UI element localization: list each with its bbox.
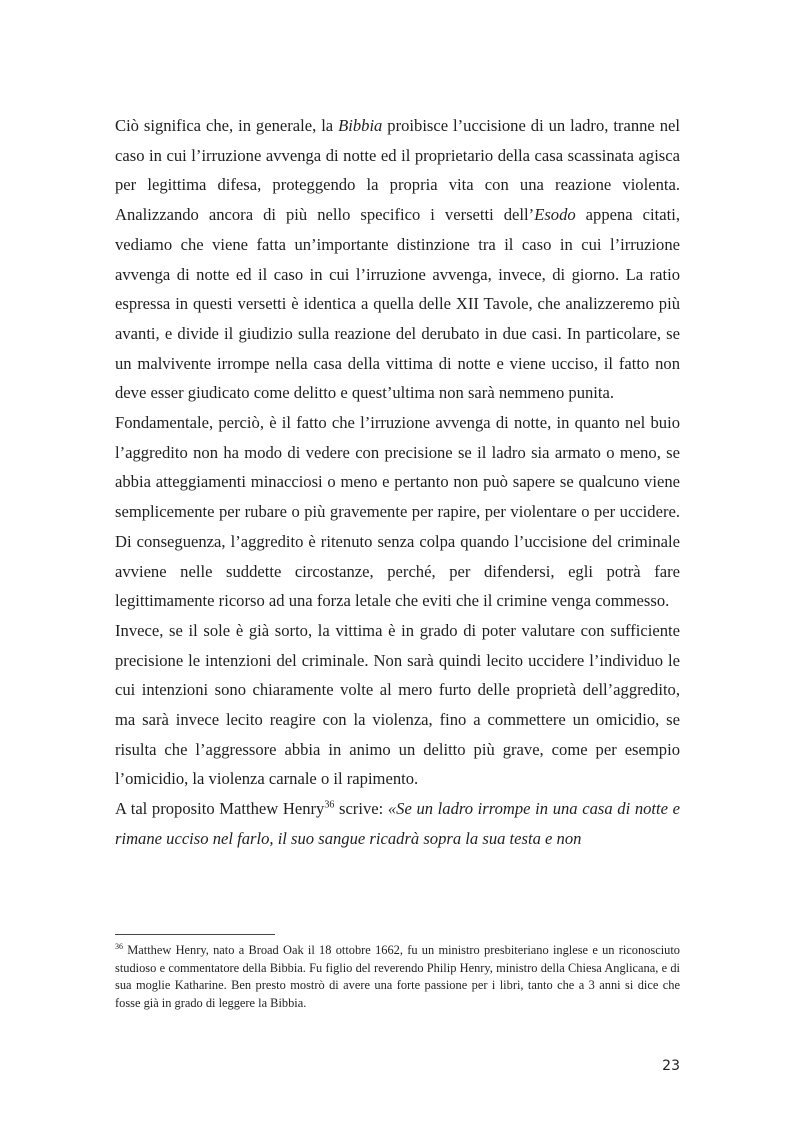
paragraph-1-text-b: proibisce l’uccisione di un ladro, tranne nel caso in cui l’irruzione avvenga di notte ed il proprietario della casa scassinata agisca per legittima difesa, proteggendo la propria vita con una reazione violenta. Analizzando ancora di più nello specifico i versetti dell’	[115, 116, 680, 225]
paragraph-1-text-a: Ciò significa che, in generale, la	[115, 116, 339, 135]
footnote	[115, 942, 680, 1012]
footnote-separator	[115, 934, 275, 935]
paragraph-4	[115, 794, 680, 853]
italic-bibbia: Bibbia	[338, 116, 383, 135]
page-number: 23	[662, 1058, 680, 1074]
footnote-reference: 36	[324, 799, 335, 811]
italic-esodo: Esodo	[534, 205, 576, 225]
footnote-text: Matthew Henry, nato a Broad Oak il 18 ottobre 1662, fu un ministro presbiteriano inglese e un riconosciuto studioso e commentatore della Bibbia. Fu figlio del reverendo Philip Henry, ministro della Chiesa Anglicana, e di sua moglie Katharine. Ben presto mostrò di avere una forte passione per i libri, tanto che a 3 anni si dice che fosse già in grado di leggere la Bibbia.	[115, 943, 680, 1010]
footnote-number: 36	[115, 941, 123, 951]
paragraph-1	[115, 111, 680, 408]
paragraph-4-text-b: scrive:	[334, 799, 388, 819]
paragraph-3: Invece, se il sole è già sorto, la vittima è in grado di poter valutare con sufficiente precisione le intenzioni del criminale. Non sarà quindi lecito uccidere l’individuo le cui intenzioni sono chiaramente volte al mero furto delle proprietà dell’aggredito, ma sarà invece lecito reagire con la violenza, fino a commettere un omicidio, se risulta che l’aggressore abbia in animo un delitto più grave, come per esempio l’omicidio, la violenza carnale o il rapimento.	[115, 620, 680, 789]
paragraph-4-text-a: A tal proposito Matthew Henry	[115, 799, 325, 819]
italic-quote: «Se un ladro irrompe in una casa di notte e rimane ucciso nel farlo, il suo sangue ricadrà sopra la sua testa e non	[115, 799, 681, 848]
paragraph-1-text-c: appena citati, vediamo che viene fatta un’importante distinzione tra il caso in cui l’irruzione avvenga di notte ed il caso in cui l’irruzione avvenga, invece, di giorno. La ratio espressa in questi versetti è identica a quella delle XII Tavole, che analizzeremo più avanti, e divide il giudizio sulla reazione del derubato in due casi. In particolare, se un malvivente irrompe nella casa della vittima di notte e viene ucciso, il fatto non deve esser giudicato come delitto e quest’ultima non sarà nemmeno punita.	[115, 205, 680, 403]
body-text	[115, 111, 680, 854]
paragraph-2: Fondamentale, perciò, è il fatto che l’irruzione avvenga di notte, in quanto nel buio l’aggredito non ha modo di vedere con precisione se il ladro sia armato o meno, se abbia atteggiamenti minacciosi o meno e pertanto non può sapere se qualcuno viene semplicemente per rubare o più gravemente per rapire, per violentare o per uccidere. Di conseguenza, l’aggredito è ritenuto senza colpa quando l’uccisione del criminale avviene nelle suddette circostanze, perché, per difendersi, egli potrà fare legittimamente ricorso ad una forza letale che eviti che il crimine venga commesso.	[115, 413, 680, 611]
footnote-paragraph	[115, 942, 680, 1012]
